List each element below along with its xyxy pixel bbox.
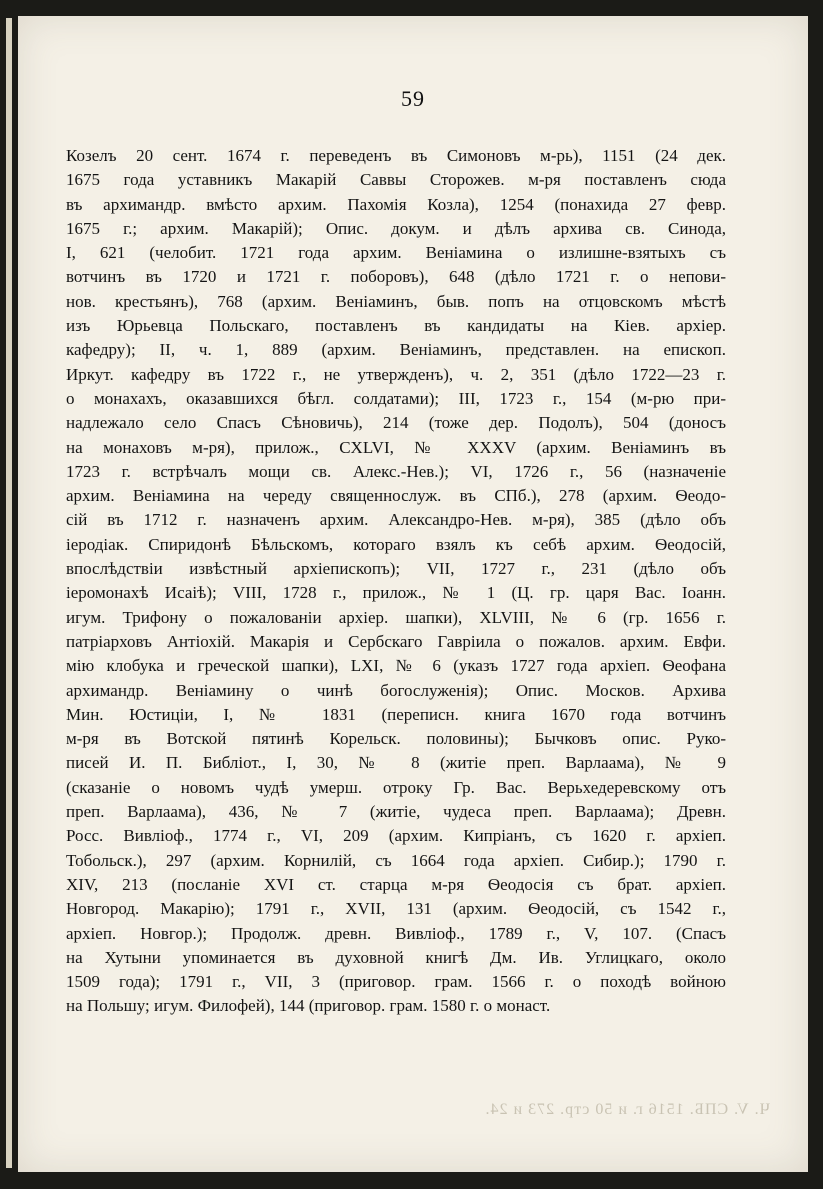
text-line: о монахахъ, оказавшихся бѣгл. солдатами); III, 1723 г., 154 (м-рю при- <box>66 388 726 408</box>
text-line: іеромонахѣ Исаіѣ); VIII, 1728 г., прилож., № 1 (Ц. гр. царя Вас. Іоанн. <box>66 583 726 603</box>
text-line: въ архимандр. вмѣсто архим. Пахомія Козла), 1254 (понахида 27 февр. <box>66 194 726 214</box>
text-line: архимандр. Веніамину о чинѣ богослуженія); Опис. Москов. Архива <box>66 680 726 700</box>
page-number: 59 <box>401 86 425 111</box>
text-line: впослѣдствіи извѣстный архіепископъ); VII, 1727 г., 231 (дѣло объ <box>66 559 726 579</box>
text-line: на Польшу; игум. Филофей), 144 (приговор. грам. 1580 г. о монаст. <box>66 996 551 1016</box>
text-line: I, 621 (челобит. 1721 года архим. Веніамина о излишне-взятыхъ съ <box>66 243 726 263</box>
text-line: изъ Юрьевца Польскаго, поставленъ въ кандидаты на Кіев. архіер. <box>66 316 726 336</box>
text-line: 1675 года уставникъ Макарій Саввы Сторожев. м-ря поставленъ сюда <box>66 170 726 190</box>
text-line: Новгород. Макарію); 1791 г., XVII, 131 (архим. Ѳеодосій, съ 1542 г., <box>66 899 726 919</box>
text-line: 1723 г. встрѣчалъ мощи св. Алекс.-Нев.); VI, 1726 г., 56 (назначеніе <box>66 461 726 481</box>
text-line: надлежало село Спасъ Сѣновичь), 214 (тоже дер. Подолъ), 504 (доносъ <box>66 413 726 433</box>
text-line: на монаховъ м-ря), прилож., CXLVI, № XXXV (архим. Веніаминъ въ <box>66 437 726 457</box>
text-line: патріарховъ Антіохій. Макарія и Сербскаго Гавріила о пожалов. архим. Евфи. <box>66 631 726 651</box>
text-line: писей И. П. Библіот., I, 30, № 8 (житіе преп. Варлаама), № 9 <box>66 753 726 773</box>
text-line: XIV, 213 (посланіе XVI ст. старца м-ря Ѳеодосія съ брат. архіеп. <box>66 874 726 894</box>
text-line: Козелъ 20 сент. 1674 г. переведенъ въ Симоновъ м-рь), 1151 (24 дек. <box>66 146 726 165</box>
text-line: преп. Варлаама), 436, № 7 (житіе, чудеса преп. Варлаама); Древн. <box>66 802 726 822</box>
text-line: игум. Трифону о пожалованіи архіер. шапки), XLVIII, № 6 (гр. 1656 г. <box>66 607 726 627</box>
text-line: мію клобука и греческой шапки), LXI, № 6 (указъ 1727 года архіеп. Ѳеофана <box>66 656 726 676</box>
text-line: сій въ 1712 г. назначенъ архим. Александро-Нев. м-ря), 385 (дѣло объ <box>66 510 726 530</box>
text-line: Росс. Вивліоф., 1774 г., VI, 209 (архим. Кипріанъ, съ 1620 г. архіеп. <box>66 826 726 846</box>
text-line: іеродіак. Спиридонѣ Бѣльскомъ, котораго взялъ къ себѣ архим. Ѳеодосій, <box>66 534 726 554</box>
text-line: кафедру); II, ч. 1, 889 (архим. Веніаминъ, представлен. на епископ. <box>66 340 726 360</box>
text-line: архим. Веніамина на череду священнослуж. въ СПб.), 278 (архим. Ѳеодо- <box>66 486 726 506</box>
body-text <box>66 144 726 1019</box>
text-line: на Хутыни упоминается въ духовной книгѣ Дм. Ив. Углицкаго, около <box>66 947 726 967</box>
book-page <box>18 16 808 1172</box>
text-line: архіеп. Новгор.); Продолж. древн. Вивліоф., 1789 г., V, 107. (Спасъ <box>66 923 726 943</box>
text-line: (сказаніе о новомъ чудѣ умерш. отроку Гр. Вас. Верьхедеревскому отъ <box>66 777 726 797</box>
previous-page-edge <box>6 18 12 1168</box>
text-line: м-ря въ Вотской пятинѣ Корельск. половины); Бычковъ опис. Руко- <box>66 729 726 749</box>
text-line: 1675 г.; архим. Макарій); Опис. докум. и дѣлъ архива св. Синода, <box>66 218 726 238</box>
text-line: Мин. Юстиціи, I, № 1831 (переписн. книга 1670 года вотчинъ <box>66 704 726 724</box>
text-line: Тобольск.), 297 (архим. Корнилій, съ 1664 года архіеп. Сибир.); 1790 г. <box>66 850 726 870</box>
text-line: нов. крестьянъ), 768 (архим. Веніаминъ, быв. попъ на отцовскомъ мѣстѣ <box>66 291 726 311</box>
text-line: Иркут. кафедру въ 1722 г., не утвержденъ), ч. 2, 351 (дѣло 1722—23 г. <box>66 364 726 384</box>
text-line: 1509 года); 1791 г., VII, 3 (приговор. грам. 1566 г. о походѣ войною <box>66 972 726 992</box>
text-line: вотчинъ въ 1720 и 1721 г. поборовъ), 648 (дѣло 1721 г. о непови- <box>66 267 726 287</box>
bleed-through-text: Ч. V. СПБ. 1516 г. и 50 стр. 273 и 24. <box>484 1101 770 1118</box>
